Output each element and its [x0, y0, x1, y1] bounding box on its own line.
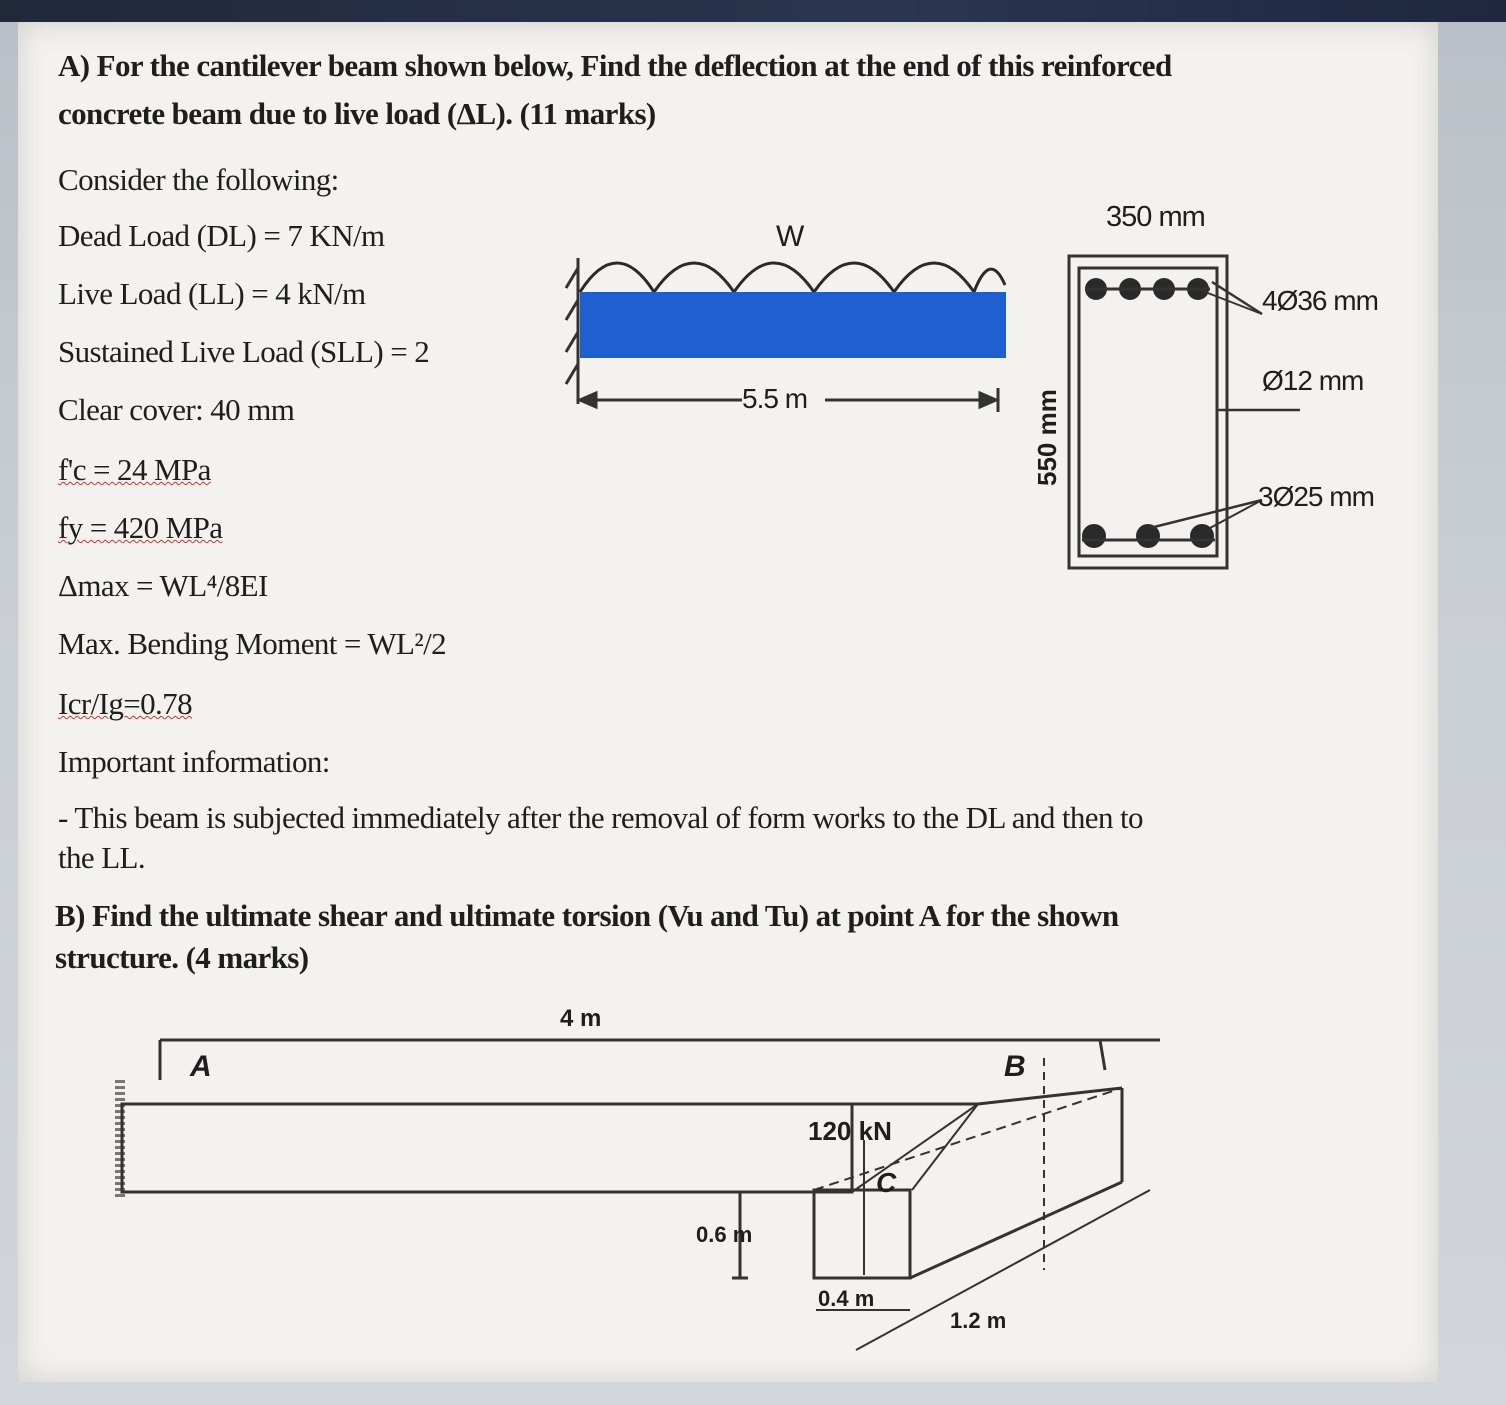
- note-line2: the LL.: [58, 840, 146, 875]
- fy-value: fy = 420 MPa: [58, 510, 223, 545]
- top-bars-label: 4Ø36 mm: [1262, 285, 1378, 316]
- note-line1: - This beam is subjected immediately after the removal of form works to the DL and then to: [58, 800, 1143, 835]
- part-b-title-line1: B) Find the ultimate shear and ultimate torsion (Vu and Tu) at point A for the shown: [55, 898, 1119, 933]
- section-height-label: 550 mm: [1032, 389, 1062, 486]
- deflection-formula: Δmax = WL⁴/8EI: [58, 568, 268, 603]
- width-04-label: 0.4 m: [818, 1286, 875, 1311]
- sustained-live-load: Sustained Live Load (SLL) = 2: [58, 334, 430, 369]
- bottom-bars-label: 3Ø25 mm: [1258, 481, 1374, 512]
- dead-load: Dead Load (DL) = 7 KN/m: [58, 218, 385, 253]
- part-a-title-line2: concrete beam due to live load (ΔL). (11 marks): [58, 96, 656, 131]
- l-shaped-structure: [120, 1040, 1160, 1350]
- consider-label: Consider the following:: [58, 162, 339, 197]
- part-a-title-line1: A) For the cantilever beam shown below, Find the deflection at the end of this reinforced: [58, 48, 1172, 83]
- bottom-bar: [1082, 524, 1106, 548]
- length-label: 4 m: [560, 1005, 602, 1032]
- point-a-label: A: [190, 1050, 212, 1083]
- point-c-label: C: [876, 1167, 897, 1198]
- section-width-label: 350 mm: [1106, 201, 1205, 233]
- beam-body: [580, 292, 1006, 358]
- height-06-label: 0.6 m: [696, 1222, 753, 1247]
- fixed-support: [566, 258, 578, 404]
- moment-formula: Max. Bending Moment = WL²/2: [58, 626, 446, 661]
- clear-cover: Clear cover: 40 mm: [58, 392, 295, 427]
- arm-12-label: 1.2 m: [950, 1308, 1007, 1333]
- stirrup: [1079, 268, 1217, 556]
- important-label: Important information:: [58, 744, 330, 779]
- live-load: Live Load (LL) = 4 kN/m: [58, 276, 366, 311]
- inertia-ratio: Icr/Ig=0.78: [58, 686, 192, 721]
- load-120kn-label: 120 kN: [808, 1116, 892, 1146]
- distributed-load-arcs: [580, 263, 1005, 292]
- span-label: 5.5 m: [742, 383, 808, 414]
- point-b-label: B: [1004, 1050, 1026, 1083]
- fc-value: f'c = 24 MPa: [58, 452, 211, 487]
- part-b-title-line2: structure. (4 marks): [55, 940, 309, 975]
- load-label-w: W: [776, 220, 805, 253]
- stirrup-label: Ø12 mm: [1262, 365, 1364, 396]
